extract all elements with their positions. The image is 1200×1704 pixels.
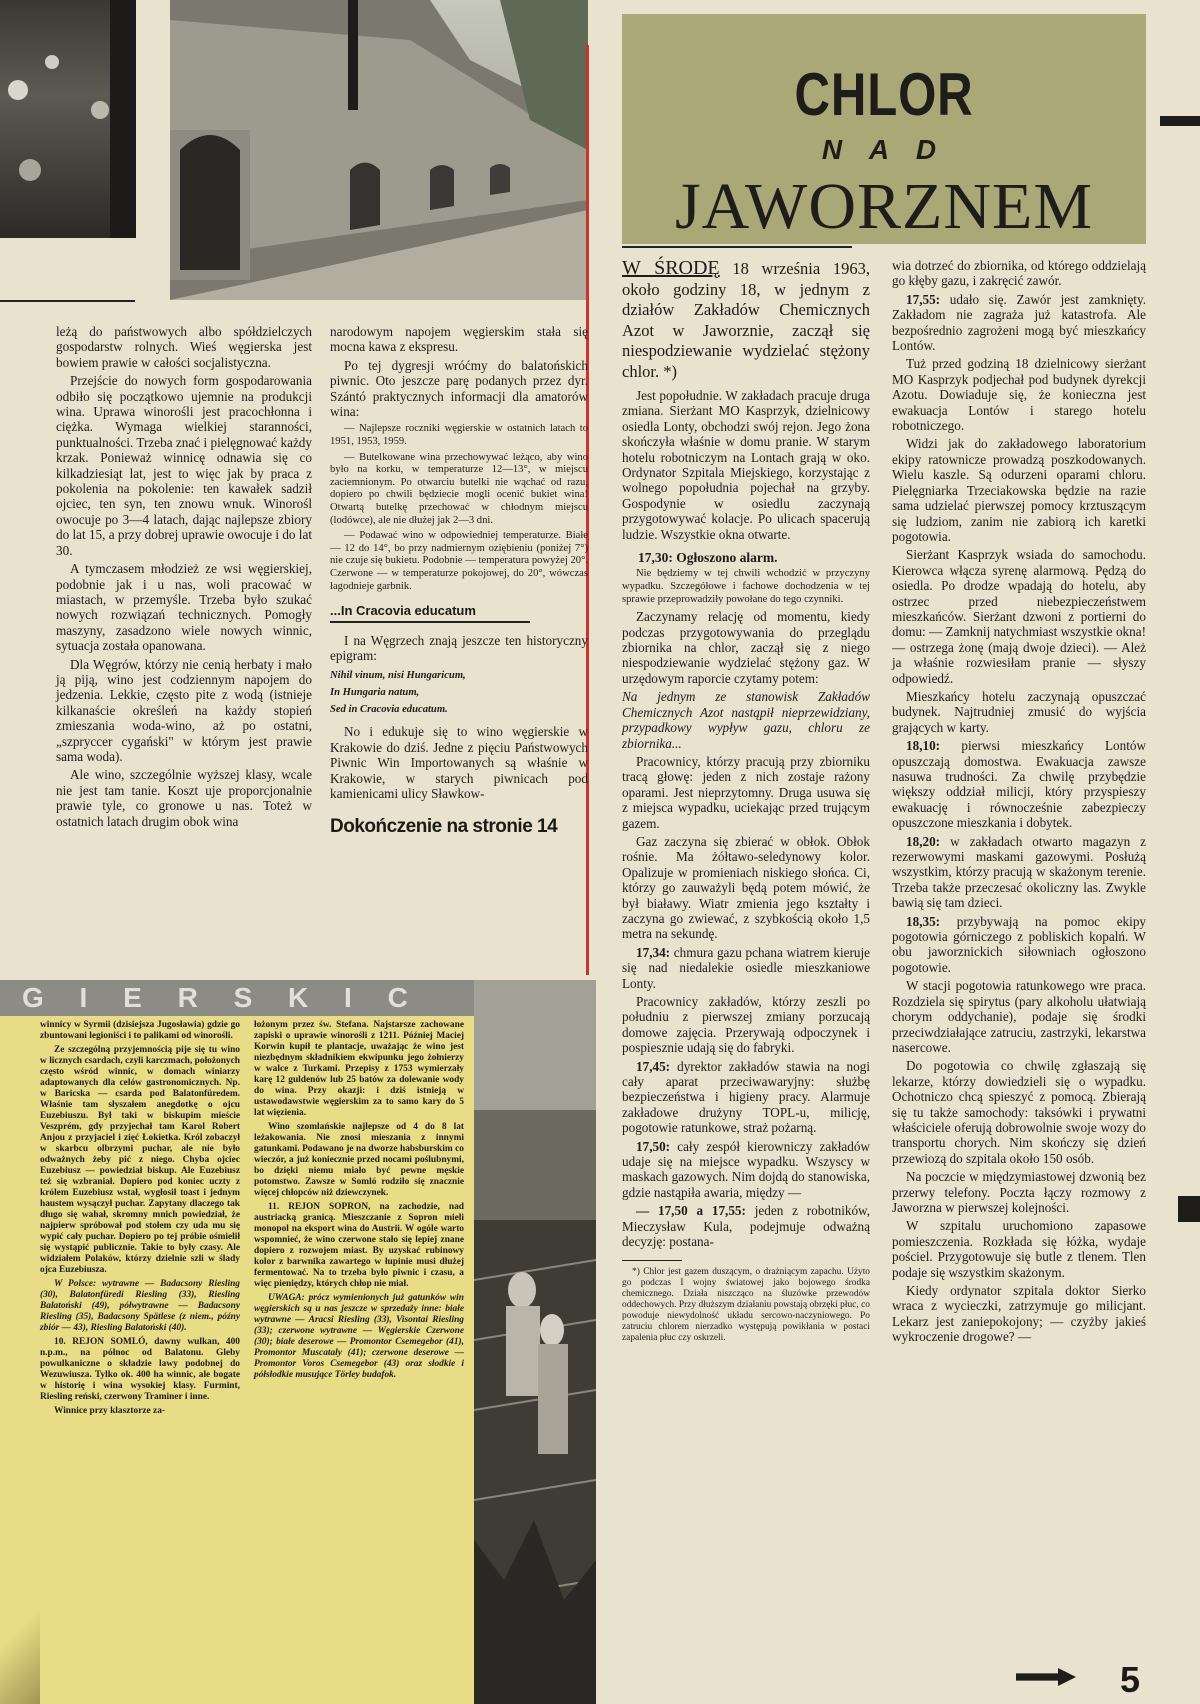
- event-time: 17,45:: [636, 1058, 671, 1074]
- paragraph: narodowym napojem węgierskim stała się mocna kawa z ekspresu.: [330, 324, 588, 355]
- event-text: chmura gazu pchana wiatrem kieruje się nad niedalekie osiedle mieszkaniowe Lonty.: [622, 944, 870, 991]
- event: [892, 258, 1146, 289]
- left-article-col2: [330, 324, 588, 838]
- paragraph: Dla Węgrów, którzy nie cenią herbaty i mało ją piją, wino jest codziennym napojem do jedzenia. Lekkie, często pite z wodą (istnieje kilkanaście określeń na każdy stopień zmieszania woda-wino, aż po ostatni, „szpryccer cygański" w którym jest prawie sama woda).: [56, 656, 312, 764]
- event-time: 18,10:: [906, 738, 941, 754]
- lead-text: 18 września 1963, około godziny 18, w jednym z działów Zakładów Chemicznych Azot w Jaworznie, zaczął się niespodziewanie wydzielać stężony chlor. *): [622, 259, 871, 381]
- epigram: [330, 667, 588, 718]
- event: [892, 1169, 1146, 1215]
- paragraph: Pracownicy, którzy pracują przy zbiorniku tracą głowę: jeden z nich zostaje rażony oparami. Jest nieprzytomny. Druga usuwa się z miejsca wypadku, uciekając przed trującym gazem.: [622, 753, 870, 831]
- event: [892, 1058, 1146, 1166]
- subhead-cracovia: ...In Cracovia educatum: [330, 603, 476, 619]
- event: [892, 1218, 1146, 1280]
- paragraph: Zaczynamy relację od momentu, kiedy podczas przygotowywania do przeglądu zbiornika na chlor, zaczął się z niego niespodziewanie wydzielać stężony gaz. W urzędowym raporcie czytamy potem:: [622, 609, 870, 686]
- event-text: Pracownicy zakładów, którzy zeszli po południu z pierwszej zmiany porzucają domowe zajęcia. Przerywają odpoczynek i pospiesznie udają się do fabryki.: [622, 994, 870, 1056]
- event: [892, 547, 1146, 686]
- right-body-1: [622, 388, 870, 1250]
- event-time: 17,50:: [636, 1138, 671, 1154]
- box-col1: [40, 1020, 240, 1420]
- photo-wine-cellars: [170, 0, 588, 300]
- right-edge-mark: [1160, 116, 1200, 126]
- lead-dropcap: W ŚRODĘ: [622, 257, 720, 279]
- event-text: dyrektor zakładów stawia na nogi cały aparat przeciwawaryjny: służbę bezpieczeństwa i higieny pracy. Alarmuje zakładowe drużyny TOPL-u, milicję, pogotowie ratunkowe, straż pożarną.: [622, 1058, 870, 1136]
- paragraph: Wino szomlańskie najlepsze od 4 do 8 lat leżakowania. Nie znosi mieszania z innymi gatunkami. Podawano je na dworze habsburskim co wieczór, a już koniecznie przed nocami poślubnymi, bo dzięki niemu miało być pewne męskie potomstwo. Zawsze w Somló rodziło się znacznie więcej chłopców niż dziewczynek.: [254, 1122, 464, 1198]
- photo-texture: [0, 0, 136, 238]
- wine-regions-box: [0, 1016, 474, 1704]
- epigram-line: In Hungaria natum,: [330, 687, 420, 699]
- paragraph: Ze szczególną przyjemnością pije się tu wino w licznych csardach, czyli karczmach, położonych często wśród winnic, w domach winiarzy adaptowanych dla celów gastronomicznych. Np. w Baricska — csarda pod Balatonfüredem. Właśnie tam słyszałem anegdotkę o ojcu Euzebiuszu. Był taki w biskupim mieście Veszprém, gdy przyjechał tam Karol Robert Anjou z przyjaciel i zięć Łokietka. Król zobaczył w skarbcu olbrzymi puchar, ale nie było odważnych żeby pić z niego. Chyba ojciec Euzebiusz — powiedział biskup. Ale Euzebiusz też się wzbraniał. Dopiero pod koniec uczty z królem Euzebiusz wstał, wygłosił toast i jednym haustem wysączył puchar. Zapytany dlaczego tak długo się wahał, skromny mnich powiedział, że najpierw spróbował pod stołem czy uda mu się wypić cały puchar. Dopiero po tej próbie ośmielił się wystąpić publicznie. Takie to były czasy. Ale widziałem Polaków, którzy dzielnie szli w ślady ojca Euzebiusza.: [40, 1045, 240, 1275]
- photo-vineyard: [474, 980, 596, 1704]
- event-text: w zakładach otwarto magazyn z rezerwowymi maskami gazowymi. Posłużą wszystkim, którzy pracują w skażonym terenie. Trzeba także przeczesać okoliczny las. Zwykle bawią się tam dzieci.: [892, 833, 1146, 911]
- event-text: Mieszkańcy hotelu zaczynają opuszczać budynek. Najtrudniej zmusić do wyjścia grających w karty.: [892, 688, 1146, 735]
- event: [892, 738, 1146, 830]
- tip: — Butelkowane wina przechowywać leżąco, aby wino było na korku, w temperaturze 12—13°, w miejscu zaciemnionym. Po otwarciu butelki nie wąchać od razu, dopiero po chwili będziecie mogli ocenić bukiet wina! Otwartą butelkę przechować w chłodnym miejscu (lodówce), ale nie dłużej jak 2—3 dni.: [330, 451, 588, 526]
- title-chlor: CHLOR: [794, 61, 974, 128]
- event: [892, 978, 1146, 1055]
- event-text: Kiedy ordynator szpitala doktor Sierko wraca z wycieczki, zatrzymuje go milicjant. Lekarz jest zaniepokojony; — czyżby jakieś wykroczenie drogowe? —: [892, 1283, 1146, 1345]
- alarm-heading: Ogłoszono alarm.: [676, 550, 778, 566]
- event-text: jeden z robotników, Mieczysław Kula, podejmuje odważną decyzję: postana-: [622, 1203, 871, 1250]
- footnote: *) Chlor jest gazem duszącym, o drażniącym zapachu. Użyto go podczas I wojny światowej jako bojowego środka chemicznego. Działa niszcząco na śluzówke przewodów oddechowych. Przy dłuższym działaniu powstają obrzęki płuc, co powoduje niewydolność układu sercowo-naczyniowego. Po zatruciu chlorem nierzadko występują powikłania w postaci zapalenia płuc czy oskrzeli.: [622, 1266, 870, 1343]
- report-quote: Na jednym ze stanowisk Zakładów Chemicznych Azot nastąpił nieprzewidziany, przypadkowy wypływ gazu, chloru ze zbiornika...: [622, 689, 870, 751]
- title-jaworznem: JAWORZNEM: [674, 170, 1094, 243]
- event-text: przybywają na pomoc ekipy pogotowia górniczego z pobliskich kopalń. W obu jaworznickich siłowniach ogłoszono pogotowie.: [892, 913, 1147, 975]
- event: [892, 689, 1146, 735]
- event: [892, 292, 1146, 354]
- event-time: 17,34:: [636, 944, 671, 960]
- event-text: cały zespół kierowniczy zakładów udaje się na miejsce wypadku. Wszyscy w maskach gazowych. Nim dojdą do stanowiska, gdzie nastąpiła awaria, między —: [622, 1138, 870, 1200]
- event-time: 18,35:: [906, 913, 941, 929]
- photo-cellars-illustration: [170, 0, 588, 300]
- event-text: Sierżant Kasprzyk wsiada do samochodu. Kierowca włącza syrenę alarmową. Pędzą do osiedla. Po drodze wpadają do hotelu, aby ostrzec przed niebezpieczeństwem mieszkańców. Sierżant dzwoni z portierni do domu: — Zamknij natychmiast wszystkie okna! — ostrzega żonę (mają dwoje dzieci). — Ależ ja właśnie rozwiesiłam pranie — słyszy odpowiedź.: [892, 547, 1146, 686]
- alarm-note: Nie będziemy w tej chwili wchodzić w przyczyny wypadku. Szczegółowe i fachowe dochodzenia w tej sprawie przeprowadziły powołane do tego czynniki.: [622, 568, 870, 605]
- alarm-line: [638, 550, 870, 565]
- paragraph: Ale wino, szczególnie wyższej klasy, wcale nie jest tam tanie. Koszt uje proporcjonalnie prawie tyle, co gronowe u nas. Toteż w ostatnich latach drugim obok wina: [56, 767, 312, 829]
- paragraph: Po tej dygresji wróćmy do balatońskich piwnic. Oto jeszcze parę podanych przez dyr. Szántó praktycznych informacji dla amatorów wina:: [330, 357, 588, 420]
- paragraph: Przejście do nowych form gospodarowania odbiło się początkowo ujemnie na produkcji wina. Uprawa winorośli jest pracochłonna i ciężka. Wymaga wielkiej staranności, punktualności. Trzeba znać i pielęgnować każdy krzak. Ponieważ winnicę odnawia się co kilkadziesiąt lat, jest to więc jak by praca z pokolenia na pokolenie: ten kawałek sadził ojciec, ten syn, ten znowu wnuk. Winorośl owocuje po 3—4 latach, dając najlepsze zbiory do lat 15, a przy dobrej uprawie owocuje i do lat 30.: [56, 373, 312, 558]
- box-corner-decoration: [0, 1606, 40, 1704]
- paragraph: 10. REJON SOMLÓ, dawny wulkan, 400 n.p.m., na północ od Balatonu. Gleby powulkaniczne o składzie lawy podobnej do Wezuwiusza. Tylko ok. 400 ha winnic, ale bogate w historię i wina wysokiej klasy. Furmint, Riesling reński, czerwony Traminer i inne.: [40, 1337, 240, 1402]
- page-number: 5: [1120, 1659, 1141, 1700]
- title-bottom-rule: [622, 246, 852, 248]
- event-text: W stacji pogotowia ratunkowego wre praca. Rozdziela się spirytus (pary alkoholu ułatwiają chorym oddychanie), podaje się środki przeciwdziałające zatruciu, zastrzyki, lekarstwa nasercowe.: [892, 978, 1146, 1055]
- page-number-arrow: [1016, 1668, 1076, 1686]
- left-article-col1: [56, 324, 312, 832]
- title-nad: N A D: [821, 134, 947, 165]
- paragraph: No i edukuje się to wino węgierskie w Krakowie do dziś. Jedne z pięciu Państwowych Piwnic Win Importowanych są właśnie w Krakowie, w starych piwnicach pod kamienicami ulicy Sławkow-: [330, 724, 588, 801]
- paragraph: Jest popołudnie. W zakładach pracuje druga zmiana. Sierżant MO Kasprzyk, dzielnicowy osiedla Lonty, obchodzi swój rejon. Jego żona skończyła właśnie w domu pranie. W starym hotelu robotniczym na Lontach grają w oko. Ordynator Szpitala Miejskiego, korzystając z wolnego popołudnia pojechał na grzyby. Gospodynie w osiedlu zaczynają przygotowywać kolacje. Po ulicach spacerują ludzie. Wszystkie okna otwarte.: [622, 388, 870, 542]
- event-text: Tuż przed godziną 18 dzielnicowy sierżant MO Kasprzyk podjechał pod budynek dyrekcji Azotu. Dowiaduje się, że konieczna jest ewakuacja Lontów i starego hotelu robotniczego.: [892, 356, 1146, 434]
- epigram-line: Sed in Cracovia educatum.: [330, 704, 448, 716]
- event-text: Widzi jak do zakładowego laboratorium ekipy ratownicze prowadzą poszkodowanych. Wielu kaszle. Są odurzeni oparami chloru. Pielęgniarka Trzeciakowska będzie na razie sama udzielać pierwszej pomocy krztuszącym się ludziom, zanim nie zabiorą ich karetki pogotowia.: [892, 436, 1146, 544]
- right-edge-mark-2: [1178, 1196, 1200, 1222]
- event-time: 17,55:: [906, 291, 941, 307]
- top-rule: [0, 300, 135, 302]
- event: [622, 1139, 870, 1201]
- right-article-col1: [622, 258, 870, 1344]
- right-article-col2: [892, 258, 1146, 1348]
- event-text: wia dotrzeć do zbiornika, od którego oddzielają go kłęby gazu, i zakręcić zawór.: [892, 258, 1146, 289]
- subhead-rule: [330, 621, 530, 623]
- epigram-line: Nihil vinum, nisi Hungaricum,: [330, 670, 466, 682]
- lead-paragraph: [622, 258, 870, 382]
- event: [892, 914, 1146, 976]
- event: [892, 356, 1146, 433]
- event: [892, 834, 1146, 911]
- event: [622, 994, 870, 1056]
- paragraph: 11. REJON SOPRON, na zachodzie, nad austriacką granicą. Mieszczanie z Sopron mieli monopol na eksport wina do Austrii. W ogóle warto wspomnieć, że wino czerwone stało się lepiej znane dopiero z rozwojem miast. By uzyskać rubinowy kolor z barwnika zawartego w łupinie musi dłużej fermentować. Na to trzeba było piwnic i czasu, a więc pieniędzy, których chłop nie miał.: [254, 1202, 464, 1289]
- footnote-rule: [622, 1260, 682, 1261]
- event-text: W szpitalu uruchomiono zapasowe pomieszczenia. Rozkłada się łóżka, wydaje pościel. Przygotowuje się butle z tlenem. Tlen podaje się wszystkim skażonym.: [892, 1218, 1146, 1280]
- tip: — Podawać wino w odpowiedniej temperaturze. Białe — 12 do 14°, bo przy nadmiernym oziębieniu (poniżej 7°) nie czuje się bukietu. Podobnie — temperatura powyżej 20°. Czerwone — w temperaturze pokojowej, do 20°, wówczas łagodnieje garbnik.: [330, 530, 588, 592]
- paragraph: UWAGA: prócz wymienionych już gatunków win węgierskich są u nas jeszcze w sprzedaży inne: białe wytrawne — Aracsi Riesling (33), Visontai Riesling (33); czerwone wytrawne — Węgierskie Czerwone (30); białe deserowe — Promontor Csemegebor (41), Promontor Muscataly (41); czerwone deserowe — Promontor Voros Csemegebor (43) oraz słodkie i półsłodkie musujące Törley budafok.: [254, 1293, 464, 1380]
- paragraph: łożonym przez św. Stefana. Najstarsze zachowane zapiski o uprawie winorośli z 1211. Później Maciej Korwin kupił te plantacje, uważając że wino jest niezbędnym składnikiem ekwipunku jego żołnierzy w walce z Turkami. Przepisy z 1753 wymierzały karę 12 guldenów lub 25 batów za dolewanie wody do wina. Przy okazji: i dziś istnieją w ustawodawstwie węgierskim za to samo kary do 5 lat więzienia.: [254, 1020, 464, 1118]
- paragraph: Winnice przy klasztorze za-: [54, 1406, 165, 1416]
- event-text: udało się. Zawór jest zamknięty. Zakładom nie zagraża już katastrofa. Ale bezpośrednio zagrożeni mogą być mieszkańcy Lontów.: [892, 291, 1147, 354]
- wine-tips: [330, 423, 588, 593]
- banner-gierskich: [0, 980, 474, 1016]
- event-text: Na poczcie w międzymiastowej dzwonią bez przerwy telefony. Poczta łączy rozmowy z Jaworzna w pierwszej kolejności.: [892, 1169, 1146, 1215]
- event-time: — 17,50 a 17,55:: [636, 1203, 746, 1219]
- event: [622, 945, 870, 991]
- continued-link[interactable]: Dokończenie na stronie 14: [330, 816, 558, 838]
- photo-strip-left: [0, 0, 136, 238]
- alarm-time: 17,30:: [638, 550, 673, 566]
- paragraph: winnicy w Syrmii (dzisiejsza Jugosławia) gdzie go zbuntowani legioniści i to palikami od winorośli.: [40, 1020, 240, 1041]
- box-col2: [254, 1020, 464, 1384]
- event: [622, 1059, 870, 1136]
- event: [892, 436, 1146, 544]
- title-block: [622, 14, 1146, 244]
- paragraph: Gaz zaczyna się zbierać w obłok. Obłok rośnie. Ma żółtawo-seledynowy kolor. Opalizuje w promieniach niskiego słońca. Ci, którzy go zauważyli będą potem mówić, że był białawy. Wiatr zmienia jego kształty i zaczyna go zwiewać, z szybkością około 1,5 metra na sekundę.: [622, 833, 870, 942]
- photo-vineyard-illustration: [474, 980, 596, 1704]
- event-text: Do pogotowia co chwilę zgłaszają się lekarze, którzy dowiedzieli się o wypadku. Ochotniczo chcą spieszyć z pomocą. Zbierają się tu także samochody: taksówki i prywatni właściciele oferują dobrowolnie swoje wozy do transportu chorych. Nim skończy się dzień przewiozą do szpitala około 150 osób.: [892, 1058, 1146, 1166]
- event: [892, 1283, 1146, 1345]
- event: [622, 1203, 870, 1249]
- paragraph: A tymczasem młodzież ze wsi węgierskiej, podobnie jak i u nas, woli pracować w miastach, w przemyśle. Trzeba było szukać nowych rozwiązań technicznych. Pomogły maszyny, zasadzono wiele nowych winnic, sytuacja została opanowana.: [56, 561, 312, 654]
- event-time: 18,20:: [906, 833, 941, 849]
- paragraph: W Polsce: wytrawne — Badacsony Riesling (30), Balatonfüredi Riesling (33), Riesling Balatoński (49), półwytrawne — Badacsony Riesling (35), Badacsony Spätlese (z niem., późny zbiór — 43), Riesling Balatoński (40).: [40, 1279, 240, 1333]
- paragraph: I na Węgrzech znają jeszcze ten historyczny epigram:: [330, 632, 588, 663]
- event-text: pierwsi mieszkańcy Lontów opuszczają domostwa. Ewakuacja zawsze nasuwa trudności. Za chwilę przybędzie większy oddział milicji, który przyspieszy ewakuację i równocześnie zabezpieczy opuszczone mieszkania i dobytek.: [892, 738, 1146, 831]
- paragraph: leżą do państwowych albo spółdzielczych gospodarstw rolnych. Wieś węgierska jest bowiem prawie w całości socjalistyczna.: [56, 324, 312, 370]
- banner-text: G I E R S K I C: [22, 982, 422, 1013]
- tip: — Najlepsze roczniki węgierskie w ostatnich latach to 1951, 1953, 1959.: [330, 423, 588, 448]
